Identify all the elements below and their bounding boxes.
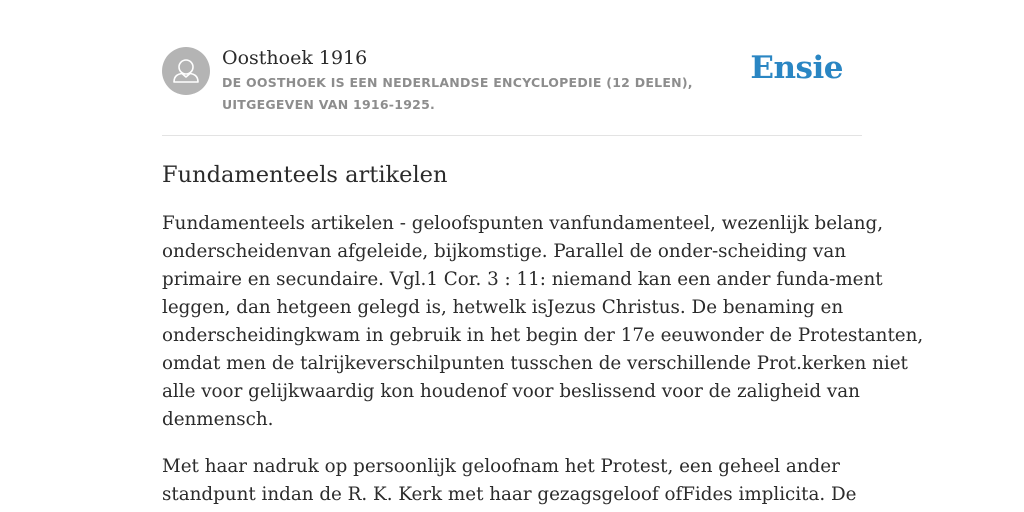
source-title-link[interactable]: Oosthoek 1916 [222,47,368,69]
paragraph-line: alle voor gelijkwaardig kon houdenof voor beslissend voor de zaligheid van [162,381,860,402]
paragraph-line: leggen, dan hetgeen gelegd is, hetwelk isJezus Christus. De benaming en [162,297,844,318]
user-icon [162,47,210,95]
article-paragraph [162,210,924,434]
source-header [162,44,862,136]
ensie-logo[interactable]: Ensie [750,50,843,86]
paragraph-line: standpunt indan de R. K. Kerk met haar gezagsgeloof ofFides implicita. De [162,484,857,505]
article-paragraph [162,453,862,509]
source-description: DE OOSTHOEK IS EEN NEDERLANDSE ENCYCLOPEDIE (12 DELEN), UITGEGEVEN VAN 1916-1925. [222,75,693,112]
paragraph-line: Fundamenteels artikelen - geloofspunten vanfundamenteel, wezenlijk belang, [162,213,884,234]
source-avatar[interactable] [162,47,210,95]
paragraph-line: onderscheidenvan afgeleide, bijkomstige. Parallel de onder-scheiding van [162,241,847,262]
paragraph-line: onderscheidingkwam in gebruik in het begin der 17e eeuwonder de Protestanten, [162,325,924,346]
paragraph-line: Met haar nadruk op persoonlijk geloofnam het Protest, een geheel ander [162,456,840,477]
paragraph-line: omdat men de talrijkeverschilpunten tusschen de verschillende Prot.kerken niet [162,353,908,374]
paragraph-line: primaire en secundaire. Vgl.1 Cor. 3 : 11: niemand kan een ander funda-ment [162,269,883,290]
article-title: Fundamenteels artikelen [162,162,448,188]
paragraph-line: denmensch. [162,409,274,430]
article [162,160,924,509]
